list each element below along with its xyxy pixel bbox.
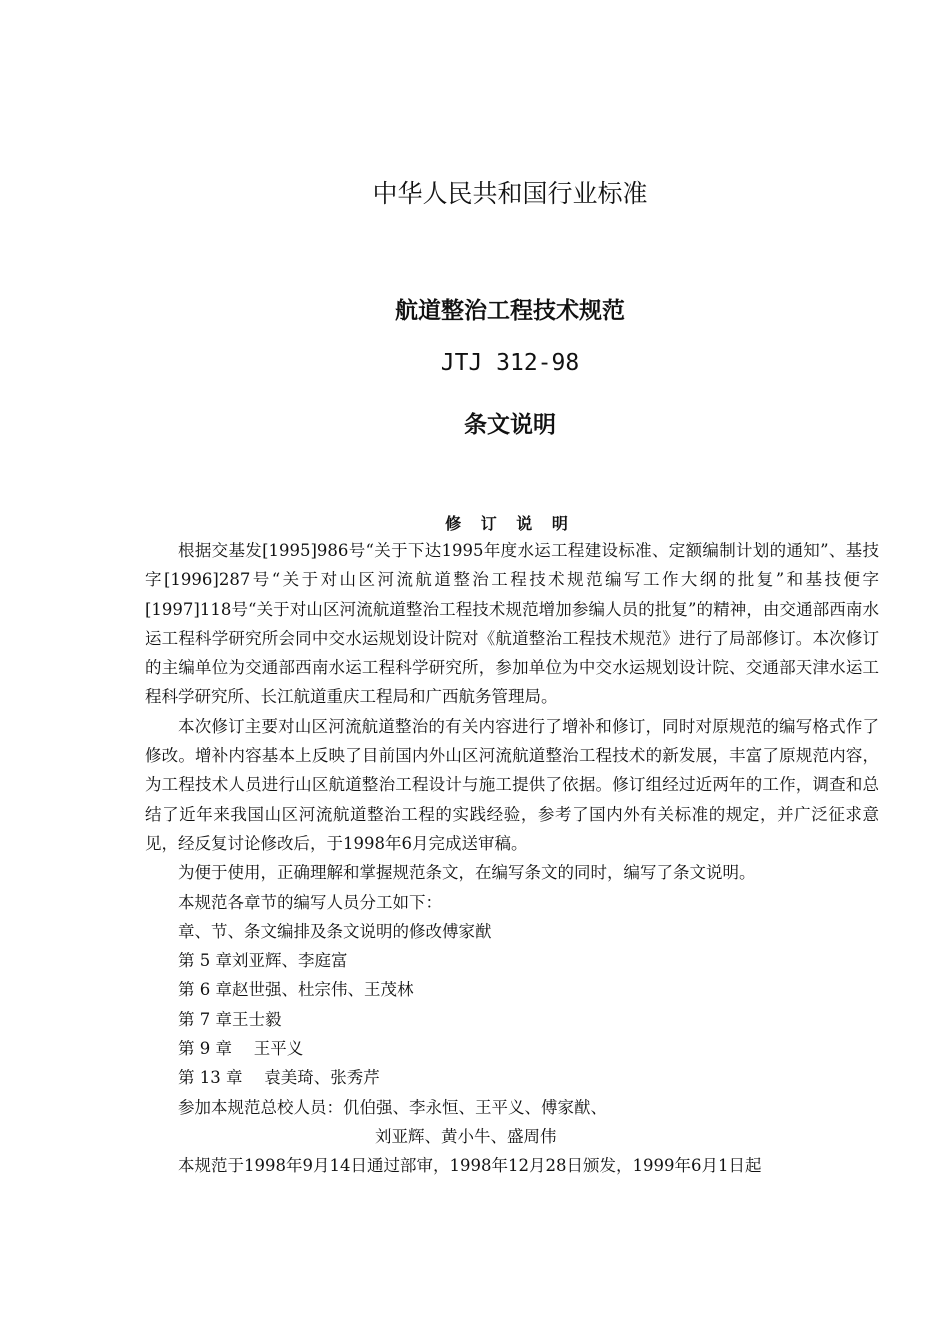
standard-type-heading: 中华人民共和国行业标准	[372, 179, 648, 208]
authors-intro: 本规范各章节的编写人员分工如下：	[178, 892, 442, 912]
revision-paragraph-3: 为便于使用，正确理解和掌握规范条文，在编写条文的同时，编写了条文说明。	[178, 863, 756, 883]
document-title: 航道整治工程技术规范	[395, 297, 625, 324]
author-line: 第 6 章赵世强、杜宗伟、王茂林	[178, 980, 414, 1000]
author-line: 章、节、条文编排及条文说明的修改傅家猷	[178, 921, 492, 941]
revision-body	[145, 536, 879, 1181]
standard-code: JTJ 312-98	[440, 350, 580, 376]
author-line: 第 13 章 袁美琦、张秀芹	[178, 1068, 380, 1088]
author-line: 第 9 章 王平义	[178, 1039, 304, 1059]
document-subtitle: 条文说明	[464, 411, 556, 438]
reviewers-line-continued: 刘亚辉、黄小牛、盛周伟	[375, 1126, 557, 1146]
author-line: 第 5 章刘亚辉、李庭富	[178, 951, 348, 971]
revision-heading: 修 订 说 明	[445, 514, 575, 533]
reviewers-line: 参加本规范总校人员：仉伯强、李永恒、王平义、傅家猷、	[178, 1097, 607, 1117]
final-paragraph: 本规范于1998年9月14日通过部审，1998年12月28日颁发，1999年6月1日起	[178, 1156, 762, 1176]
revision-paragraph-2: 本次修订主要对山区河流航道整治的有关内容进行了增补和修订，同时对原规范的编写格式作了修改。增补内容基本上反映了目前国内外山区河流航道整治工程技术的新发展，丰富了原规范内容，为工程技术人员进行山区航道整治工程设计与施工提供了依据。修订组经过近两年的工作，调查和总结了近年来我国山区河流航道整治工程的实践经验，参考了国内外有关标准的规定，并广泛征求意见，经反复讨论修改后，于1998年6月完成送审稿。	[145, 716, 879, 853]
revision-paragraph-1: 根据交基发[1995]986号“关于下达1995年度水运工程建设标准、定额编制计划的通知”、基技字[1996]287号“关于对山区河流航道整治工程技术规范编写工作大纲的批复”和基技便字[1997]118号“关于对山区河流航道整治工程技术规范增加参编人员的批复”的精神，由交通部西南水运工程科学研究所会同中交水运规划设计院对《航道整治工程技术规范》进行了局部修订。本次修订的主编单位为交通部西南水运工程科学研究所，参加单位为中交水运规划设计院、交通部天津水运工程科学研究所、长江航道重庆工程局和广西航务管理局。	[145, 541, 879, 707]
author-line: 第 7 章王士毅	[178, 1009, 282, 1029]
